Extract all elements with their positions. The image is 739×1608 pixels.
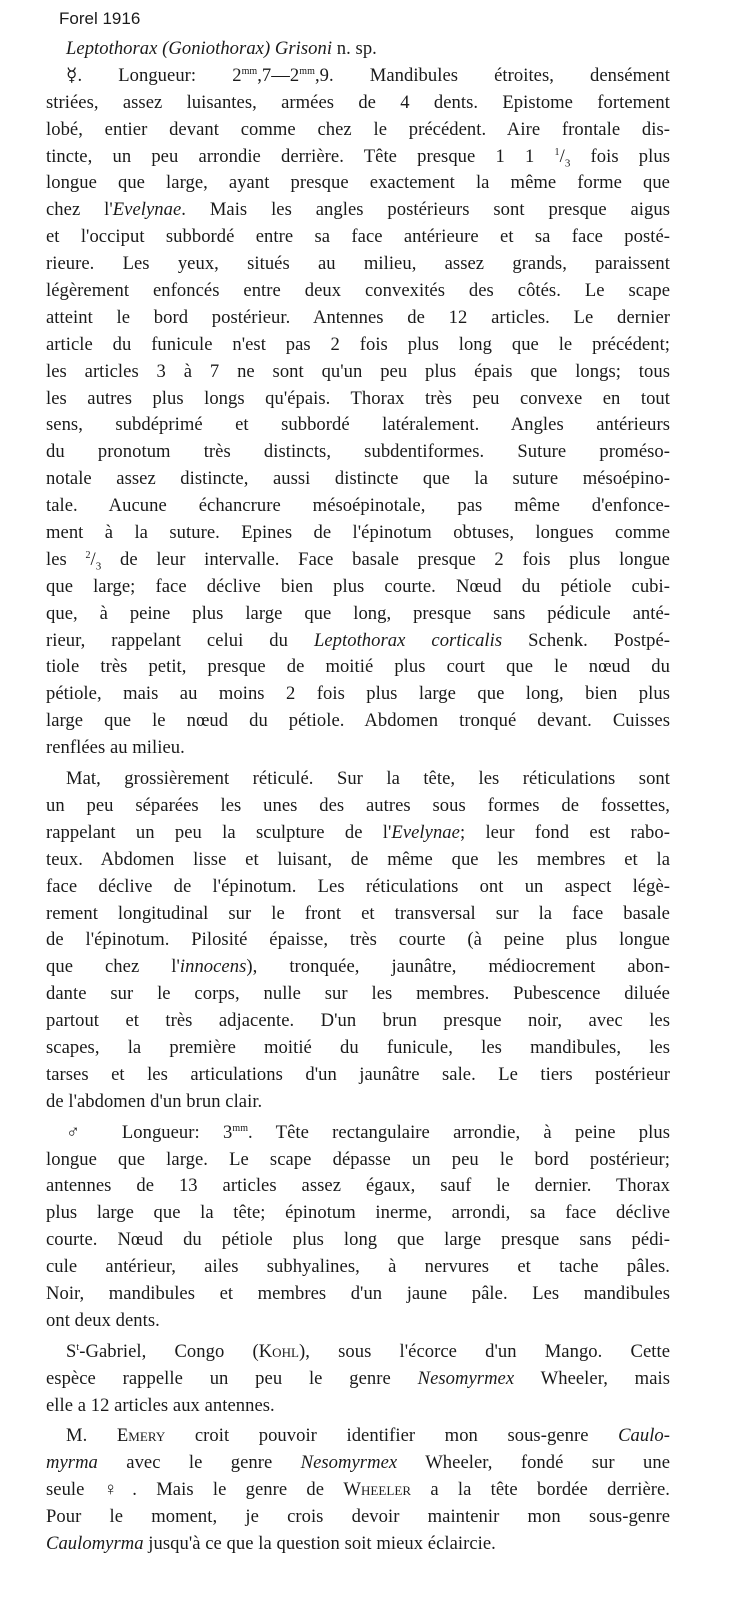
text-line: ont deux dents. <box>46 1309 160 1331</box>
text-line: longue que large. Le scape dépasse un peu le bord postérieur; <box>46 1148 670 1170</box>
text-line: Noir, mandibules et membres d'un jaune pâle. Les mandibules <box>46 1282 670 1304</box>
text-line: seule ♀. Mais le genre de Wheeler a la tête bordée derrière. <box>46 1479 670 1501</box>
species-title <box>46 36 670 63</box>
text-line: ☿. Longueur: $2^{mm},7—2^{mm},9$. Mandibules étroites, densément <box>66 64 670 86</box>
text-line: antennes de 13 articles assez égaux, sauf le dernier. Thorax <box>46 1175 670 1197</box>
text-line: rieure. Les yeux, situés au milieu, assez grands, paraissent <box>46 253 670 275</box>
species-name: Leptothorax (Goniothorax) Grisoni <box>66 38 333 59</box>
text-line: les articles 3 à 7 ne sont qu'un peu plus épais que longs; tous <box>46 360 670 382</box>
text-line: striées, assez luisantes, armées de 4 dents. Epistome fortement <box>46 91 670 113</box>
text-line: tale. Aucune échancrure mésoépinotale, pas même d'enfonce- <box>46 495 670 517</box>
text-line: que, à peine plus large que long, presque sans pédicule anté- <box>46 602 670 624</box>
text-line: chez l'Evelynae. Mais les angles postérieurs sont presque aigus <box>46 199 670 221</box>
paragraphs <box>46 63 670 1558</box>
text-line: large que le nœud du pétiole. Abdomen tronqué devant. Cuisses <box>46 710 670 732</box>
text-line: cule antérieur, ailes subhyalines, à nervures et tache pâles. <box>46 1256 670 1278</box>
document-body <box>46 36 670 1558</box>
paragraph-locality <box>46 1339 670 1420</box>
text-line: longue que large, ayant presque exactement la même forme que <box>46 172 670 194</box>
text-line: Caulomyrma jusqu'à ce que la question soit mieux éclaircie. <box>46 1532 496 1554</box>
text-line: un peu séparées les unes des autres sous formes de fossettes, <box>46 794 670 816</box>
text-line: ♂ Longueur: $3^{mm}$. Tête rectangulaire arrondie, à peine plus <box>66 1121 670 1143</box>
text-line: atteint le bord postérieur. Antennes de 12 articles. Le dernier <box>46 306 670 328</box>
text-line: scapes, la première moitié du funicule, les mandibules, les <box>46 1036 670 1058</box>
species-suffix: n. sp. <box>332 38 377 59</box>
page-header: Forel 1916 <box>59 9 141 28</box>
text-line: espèce rappelle un peu le genre Nesomyrmex Wheeler, mais <box>46 1367 671 1389</box>
text-line: M. Emery croit pouvoir identifier mon sous-genre Caulo- <box>66 1425 671 1447</box>
text-line: les autres plus longs qu'épais. Thorax très peu convexe en tout <box>46 387 670 409</box>
text-line: courte. Nœud du pétiole plus long que large presque sans pédi- <box>46 1229 670 1251</box>
text-line: de l'épinotum. Pilosité épaisse, très courte (à peine plus longue <box>46 929 670 951</box>
text-line: rement longitudinal sur le front et transversal sur la face basale <box>46 902 670 924</box>
text-line: que large; face déclive bien plus courte. Nœud du pétiole cubi- <box>46 575 670 597</box>
text-line: ment à la suture. Epines de l'épinotum obtuses, longues comme <box>46 522 670 544</box>
paragraph-male <box>46 1120 670 1335</box>
text-line: myrma avec le genre Nesomyrmex Wheeler, fondé sur une <box>46 1452 670 1474</box>
paragraph-remark <box>46 1423 670 1557</box>
text-line: elle a 12 articles aux antennes. <box>46 1394 275 1416</box>
text-line: notale assez distincte, aussi distincte que la suture mésoépino- <box>46 468 670 490</box>
text-line: tarses et les articulations d'un jaunâtre sale. Le tiers postérieur <box>46 1063 670 1085</box>
text-line: renflées au milieu. <box>46 737 185 759</box>
text-line: légèrement enfoncés entre deux convexités des côtés. Le scape <box>46 280 670 302</box>
text-line: teux. Abdomen lisse et luisant, de même que les membres et la <box>46 848 670 870</box>
text-line: tiole très petit, presque de moitié plus court que le nœud du <box>46 656 670 678</box>
text-line: de l'abdomen d'un brun clair. <box>46 1090 263 1112</box>
text-line: partout et très adjacente. D'un brun presque noir, avec les <box>46 1010 670 1032</box>
text-line: tincte, un peu arrondie derrière. Tête presque 1 1 $^1/_3$ fois plus <box>46 145 671 170</box>
paragraph-sculpture <box>46 766 670 1116</box>
text-line: article du funicule n'est pas 2 fois plus long que le précédent; <box>46 333 670 355</box>
text-line: face déclive de l'épinotum. Les réticulations ont un aspect légè- <box>46 875 670 897</box>
text-line: du pronotum très distincts, subdentiformes. Suture proméso- <box>46 441 670 463</box>
text-line: que chez l'innocens), tronquée, jaunâtre, médiocrement abon- <box>46 956 670 978</box>
text-line: lobé, entier devant comme chez le précédent. Aire frontale dis- <box>46 118 670 140</box>
text-line: les $^2/_3$ de leur intervalle. Face basale presque 2 fois plus longue <box>46 548 670 573</box>
text-line: rappelant un peu la sculpture de l'Evelynae; leur fond est rabo- <box>46 821 670 843</box>
text-line: dante sur le corps, nulle sur les membres. Pubescence diluée <box>46 983 670 1005</box>
text-line: plus large que la tête; épinotum inerme, arrondi, sa face déclive <box>46 1202 670 1224</box>
text-line: rieur, rappelant celui du Leptothorax corticalis Schenk. Postpé- <box>46 629 671 651</box>
text-line: Pour le moment, je crois devoir maintenir mon sous-genre <box>46 1506 670 1528</box>
text-line: $S^t$-Gabriel, Congo (Kohl), sous l'écorce d'un Mango. Cette <box>66 1340 670 1362</box>
text-line: Mat, grossièrement réticulé. Sur la tête, les réticulations sont <box>66 768 670 790</box>
text-line: pétiole, mais au moins 2 fois plus large que long, bien plus <box>46 683 670 705</box>
text-line: sens, subdéprimé et subbordé latéralement. Angles antérieurs <box>46 414 670 436</box>
paragraph-worker <box>46 63 670 762</box>
text-line: et l'occiput subbordé entre sa face antérieure et sa face posté- <box>46 226 670 248</box>
